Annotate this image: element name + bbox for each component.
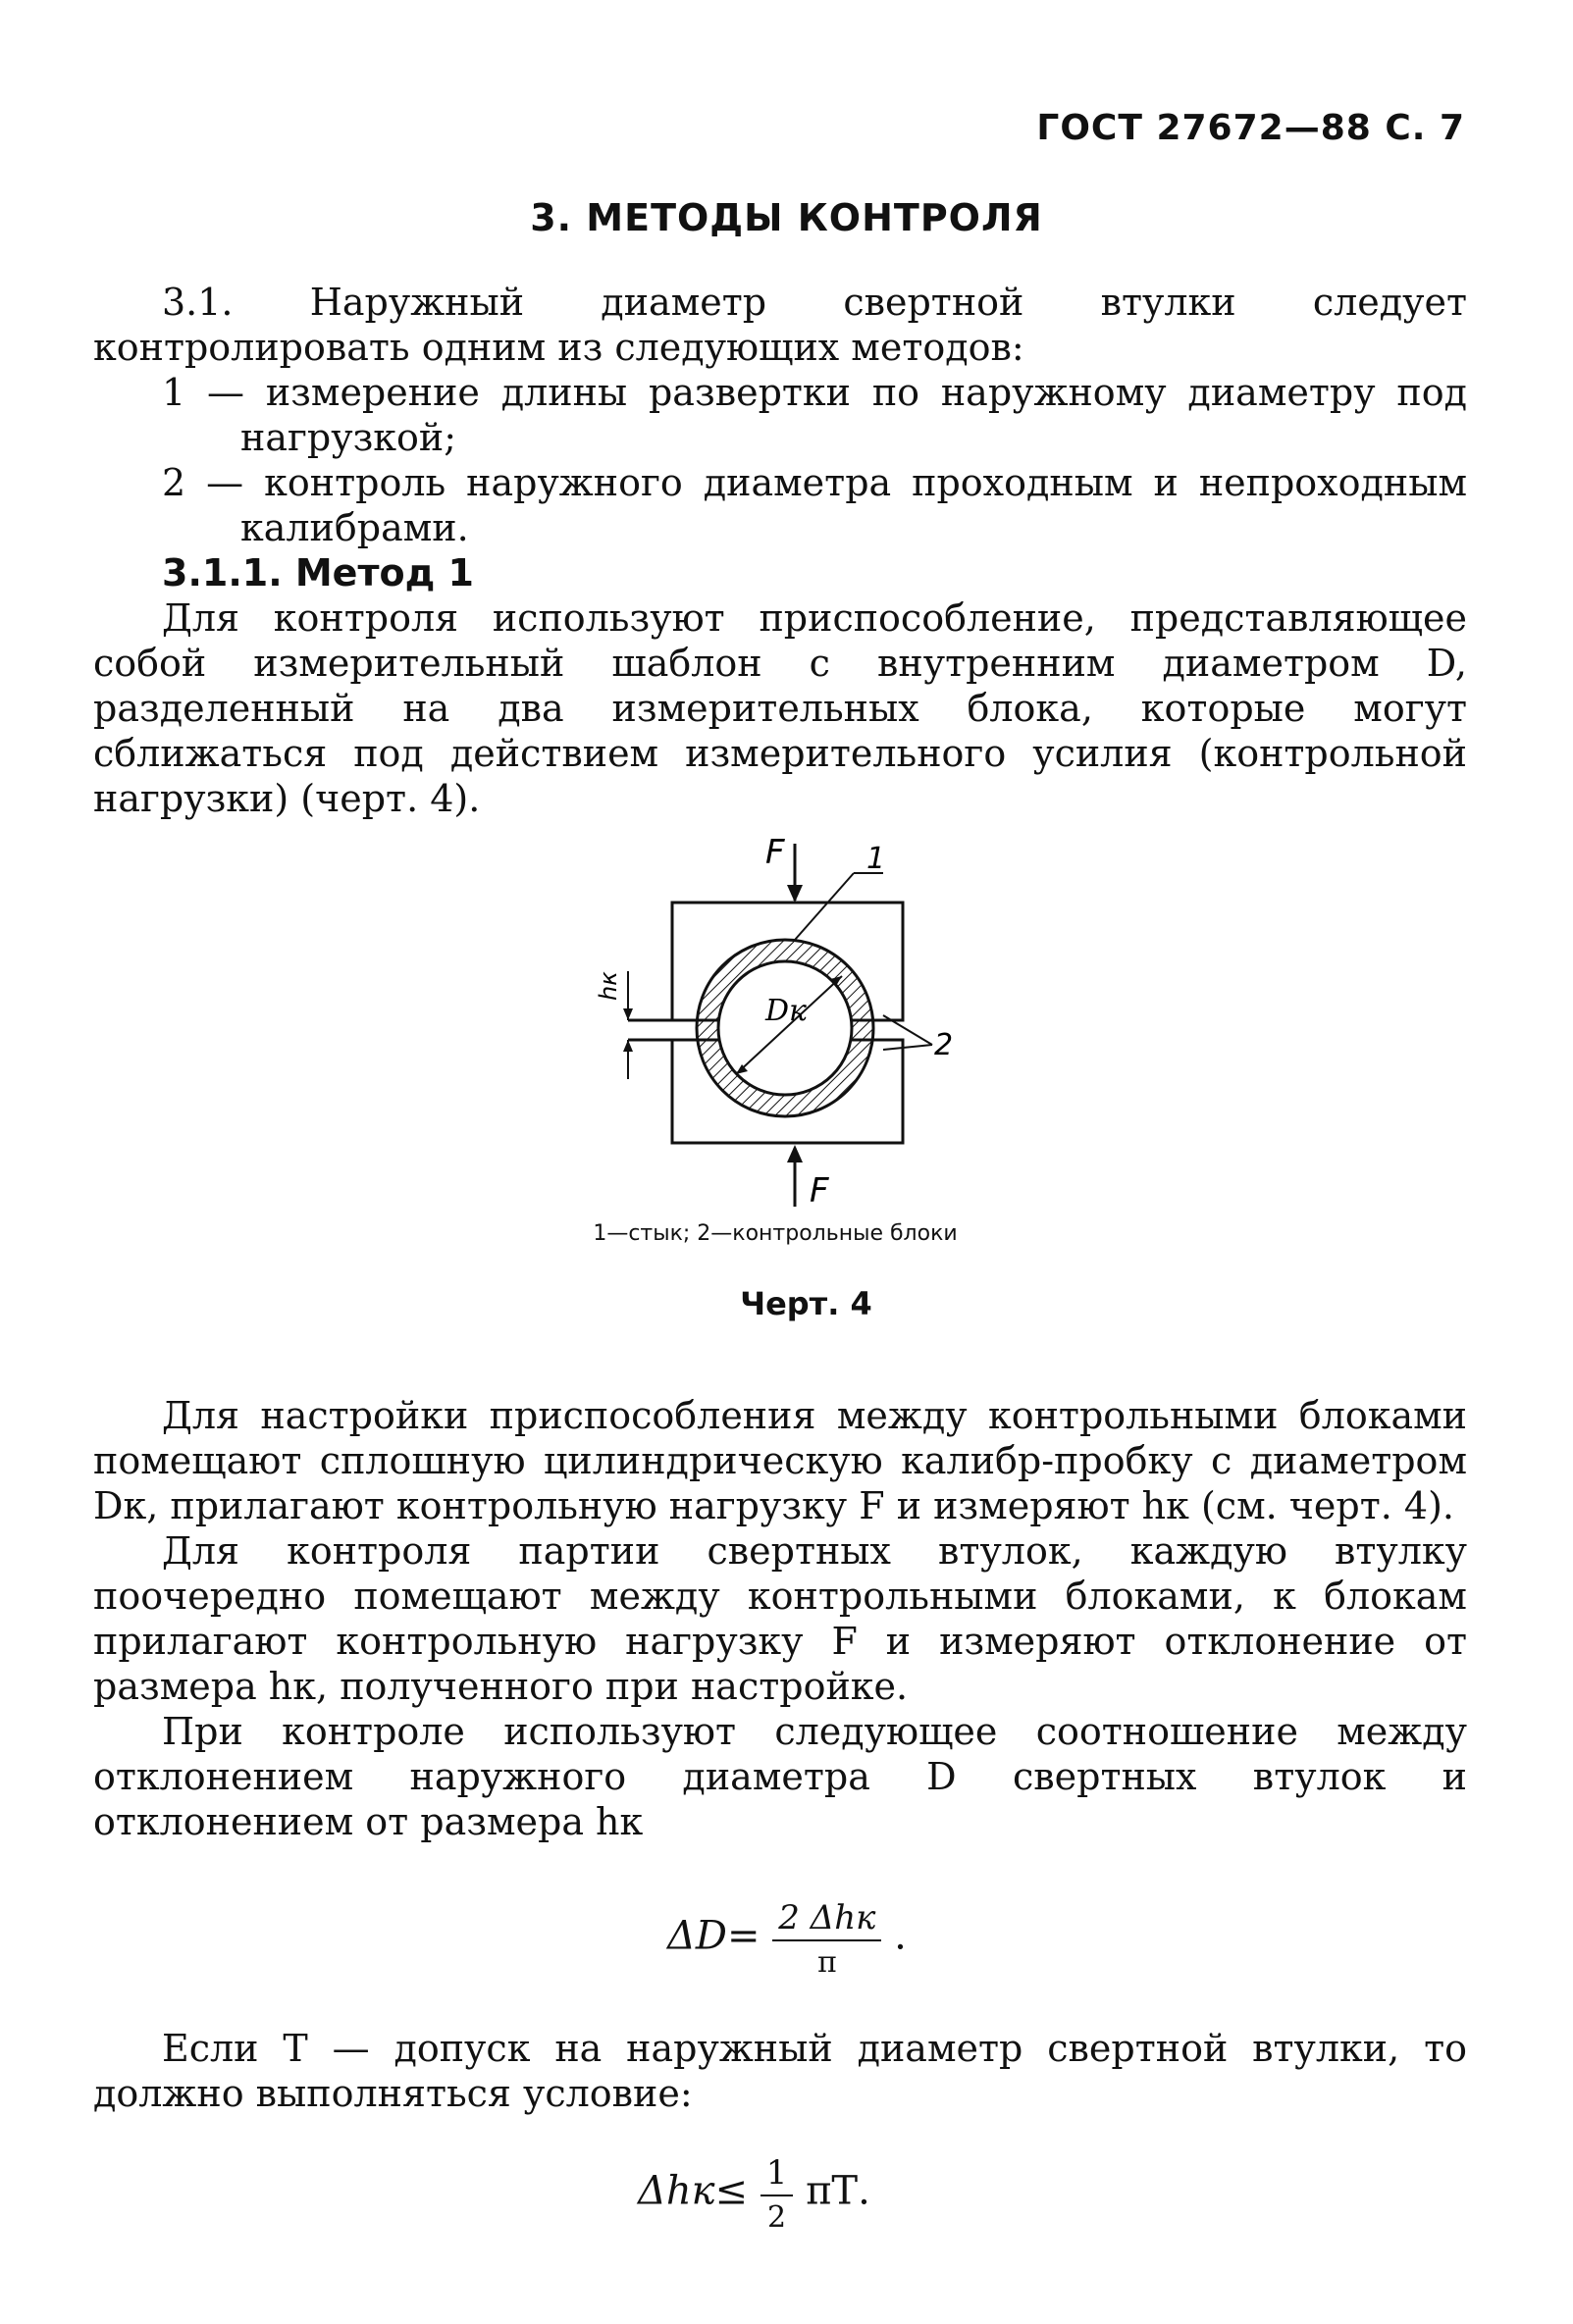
arrow-up-icon: [787, 1145, 803, 1162]
list-item-1: 1 — измерение длины развертки по наружному диаметру под нагрузкой;: [162, 371, 1467, 459]
formula-2-fraction: [760, 2153, 794, 2235]
formula-1-fraction: [772, 1898, 881, 1980]
formula-1-denominator: π: [816, 1945, 837, 1980]
label-dk: Dк: [765, 994, 807, 1028]
formula-delta-d: [667, 1898, 907, 1980]
arrow-down-icon: [787, 885, 803, 903]
clause-3-1-1-text: Для контроля используют приспособление, представляющее собой измерительный шаблон с внутренним диаметром D, разделенный на два измерительных блока, которые могут сближаться под действием измерительного усилия (контрольной нагрузки) (черт. 4).: [93, 596, 1467, 820]
clause-3-1-1-heading: 3.1.1. Метод 1: [162, 551, 474, 594]
label-2: 2: [934, 1028, 954, 1062]
body-paragraphs: [93, 1393, 1467, 1844]
label-force-bottom: F: [810, 1171, 829, 1211]
paragraph-batch: Для контроля партии свертных втулок, каждую втулку поочередно помещают между контрольными блоками, к блокам прилагают контрольную нагрузку F и измеряют отклонение от размера hк, полученного при настройке.: [93, 1529, 1467, 1708]
formula-1-lhs: ΔD=: [667, 1913, 760, 1959]
formula-delta-hk: [638, 2153, 870, 2235]
page-header: ГОСТ 27672—88 С. 7: [1036, 108, 1465, 148]
section-title: 3. МЕТОДЫ КОНТРОЛЯ: [530, 196, 1043, 239]
condition-paragraph-block: [93, 2026, 1467, 2116]
paragraph-relation: При контроле используют следующее соотношение между отклонением наружного диаметра D свертных втулок и отклонением от размера hк: [93, 1710, 1467, 1843]
formula-2-lhs: Δhк≤: [638, 2168, 749, 2214]
clause-3-1: [93, 280, 1467, 821]
leader-line-1: [795, 873, 854, 940]
formula-2-denominator: 2: [767, 2200, 787, 2235]
clause-3-1-intro: 3.1. Наружный диаметр свертной втулки следует контролировать одним из следующих методов:: [93, 281, 1467, 369]
arrow-down-icon: [623, 1008, 633, 1020]
formula-2-tail: πТ.: [806, 2168, 870, 2214]
list-item-2: 2 — контроль наружного диаметра проходным и непроходным калибрами.: [162, 461, 1467, 549]
paragraph-condition: Если Т — допуск на наружный диаметр свертной втулки, то должно выполняться условие:: [93, 2027, 1467, 2115]
figure-4-drawing: [589, 824, 1001, 1216]
label-1: 1: [866, 842, 886, 876]
figure-caption: 1—стык; 2—контрольные блоки: [593, 1221, 958, 1246]
arrow-up-icon: [623, 1040, 633, 1052]
formula-2-numerator: 1: [760, 2153, 794, 2196]
label-hk: hк: [595, 971, 622, 1001]
formula-1-tail: .: [894, 1913, 907, 1959]
formula-1-numerator: 2 Δhк: [772, 1898, 881, 1941]
paragraph-setup: Для настройки приспособления между контрольными блоками помещают сплошную цилиндрическую калибр-пробку с диаметром Dк, прилагают контрольную нагрузку F и измеряют hк (см. черт. 4).: [93, 1394, 1467, 1527]
figure-number: Черт. 4: [740, 1285, 872, 1322]
label-force-top: F: [765, 833, 785, 872]
